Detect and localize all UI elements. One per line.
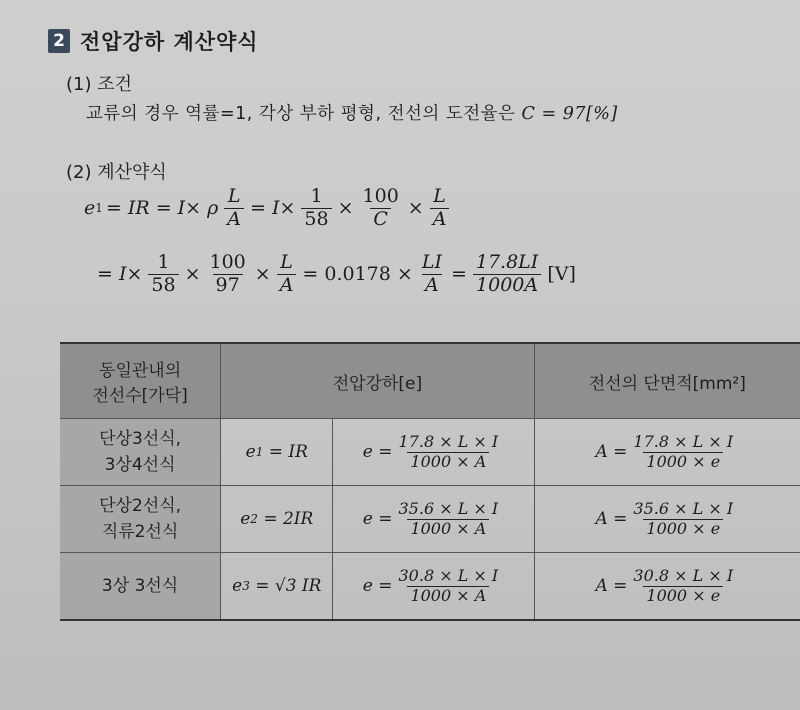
denominator: A [422,274,442,297]
e-formula-fraction [396,433,502,471]
e-relation [232,576,321,596]
e-relation-cell [221,553,333,621]
e-rhs: = IR [268,442,308,462]
conditions-text [86,100,618,125]
eq1-fraction-3 [360,186,402,231]
e-formula-cell [333,553,534,621]
e-formula [363,567,504,605]
denominator: 1000A [473,274,541,297]
wiring-type-cell [60,486,221,553]
e-relation [240,509,313,529]
conductivity-value: C = 97[%] [521,104,618,124]
eq2-fraction-3 [277,252,297,297]
e-subscript: 1 [255,445,264,459]
eq2-fraction-5 [473,252,541,297]
a-formula-fraction [630,567,736,605]
table-row [60,553,800,621]
numerator: 100 [362,185,399,207]
e-formula [363,500,504,538]
table-row [60,486,800,553]
a-formula-lhs: A = [595,576,628,596]
eq2-term4: = 0.0178 × [302,263,413,286]
eq1-term1: = IR = I× ρ [105,197,219,220]
wiring-type-line1: 단상3선식, [99,428,182,449]
denominator: 1000 × e [643,586,723,605]
e-formula-cell [333,419,534,486]
eq1-term2: = I× [250,197,296,220]
a-formula-lhs: A = [595,442,628,462]
denominator: 1000 × A [407,519,489,538]
e-formula-lhs: e = [362,442,393,462]
table-row [60,419,800,486]
formula-line-2 [94,252,579,297]
eq1-lhs-sub: 1 [95,201,103,216]
header-wire-count [60,343,221,419]
formula-heading: (2) 계산약식 [66,162,167,183]
wiring-type-line2: 직류2선식 [101,522,179,542]
a-formula [595,433,739,471]
a-formula-fraction [630,500,736,538]
eq2-term1: = I× [97,263,143,286]
e-subscript: 3 [242,579,250,593]
e-formula-fraction [396,500,502,538]
wiring-type-line1: 단상2선식, [99,495,182,516]
eq2-term3: × [254,263,271,286]
eq2-term2: × [184,263,201,286]
eq2-term5: = [450,263,467,286]
numerator: 100 [209,251,246,273]
denominator: 1000 × e [643,452,723,471]
numerator: L [280,251,293,273]
e-relation [246,442,308,462]
eq1-lhs: e [84,197,96,220]
e-relation-cell [221,486,333,553]
section-title: 전압강하 계산약식 [80,30,259,54]
header-wire-count-line2: 전선수[가닥] [92,386,188,406]
eq2-unit: [V] [547,263,576,286]
a-formula-cell [534,486,800,553]
wiring-type-line2: 3상4선식 [104,455,176,475]
denominator: 58 [148,274,178,297]
e-rhs: = 2IR [263,509,314,529]
numerator: 30.8 × L × I [398,566,499,586]
numerator: 1 [310,185,323,207]
a-formula [595,567,739,605]
eq2-fraction-4 [419,252,445,297]
eq1-term3: × [337,197,354,220]
numerator: 30.8 × L × I [633,566,734,586]
e-formula-fraction [396,567,502,605]
header-wire-count-line1: 동일관내의 [99,361,182,381]
table-header-row [60,343,800,419]
e-formula-lhs: e = [362,509,393,529]
a-formula-cell [534,419,800,486]
denominator: A [224,208,244,231]
e-symbol: e [232,576,243,596]
header-voltage-drop: 전압강하[e] [221,343,534,419]
voltage-drop-table [60,342,800,621]
e-formula-lhs: e = [362,576,393,596]
e-formula-cell [333,486,534,553]
section-number-badge: 2 [48,29,70,53]
eq1-fraction-2 [301,186,331,231]
denominator: C [370,208,391,231]
numerator: 17.8 × L × I [398,432,499,452]
denominator: 1000 × A [407,452,489,471]
eq1-fraction-1 [224,186,244,231]
eq1-fraction-4 [430,186,450,231]
formula-line-1 [84,186,452,231]
a-formula-fraction [630,433,736,471]
numerator: L [433,185,446,207]
denominator: A [277,274,297,297]
e-symbol: e [240,509,251,529]
wiring-type-cell [60,419,221,486]
eq2-fraction-2 [207,252,249,297]
conditions-text-body: 교류의 경우 역률=1, 각상 부하 평형, 전선의 도전율은 [86,104,522,124]
numerator: 35.6 × L × I [633,499,734,519]
e-subscript: 2 [250,512,258,526]
eq1-term4: × [407,197,424,220]
numerator: 1 [157,251,170,273]
e-symbol: e [245,442,256,462]
wiring-type-cell [60,553,221,621]
e-formula [363,433,504,471]
numerator: 17.8 × L × I [633,432,734,452]
denominator: 97 [213,274,243,297]
denominator: 1000 × e [643,519,723,538]
denominator: A [430,208,450,231]
numerator: L [227,185,241,207]
a-formula [595,500,739,538]
denominator: 1000 × A [407,586,489,605]
numerator: 17.8LI [475,251,539,273]
numerator: LI [421,251,442,273]
header-cross-section: 전선의 단면적[mm²] [534,343,800,419]
denominator: 58 [301,208,331,231]
a-formula-cell [534,553,800,621]
wiring-type-line1: 3상 3선식 [101,575,179,596]
e-rhs: = √3 IR [255,576,322,596]
section-heading [48,26,259,56]
eq2-fraction-1 [148,252,178,297]
a-formula-lhs: A = [595,509,628,529]
conditions-heading: (1) 조건 [66,74,132,95]
e-relation-cell [221,419,333,486]
numerator: 35.6 × L × I [398,499,499,519]
